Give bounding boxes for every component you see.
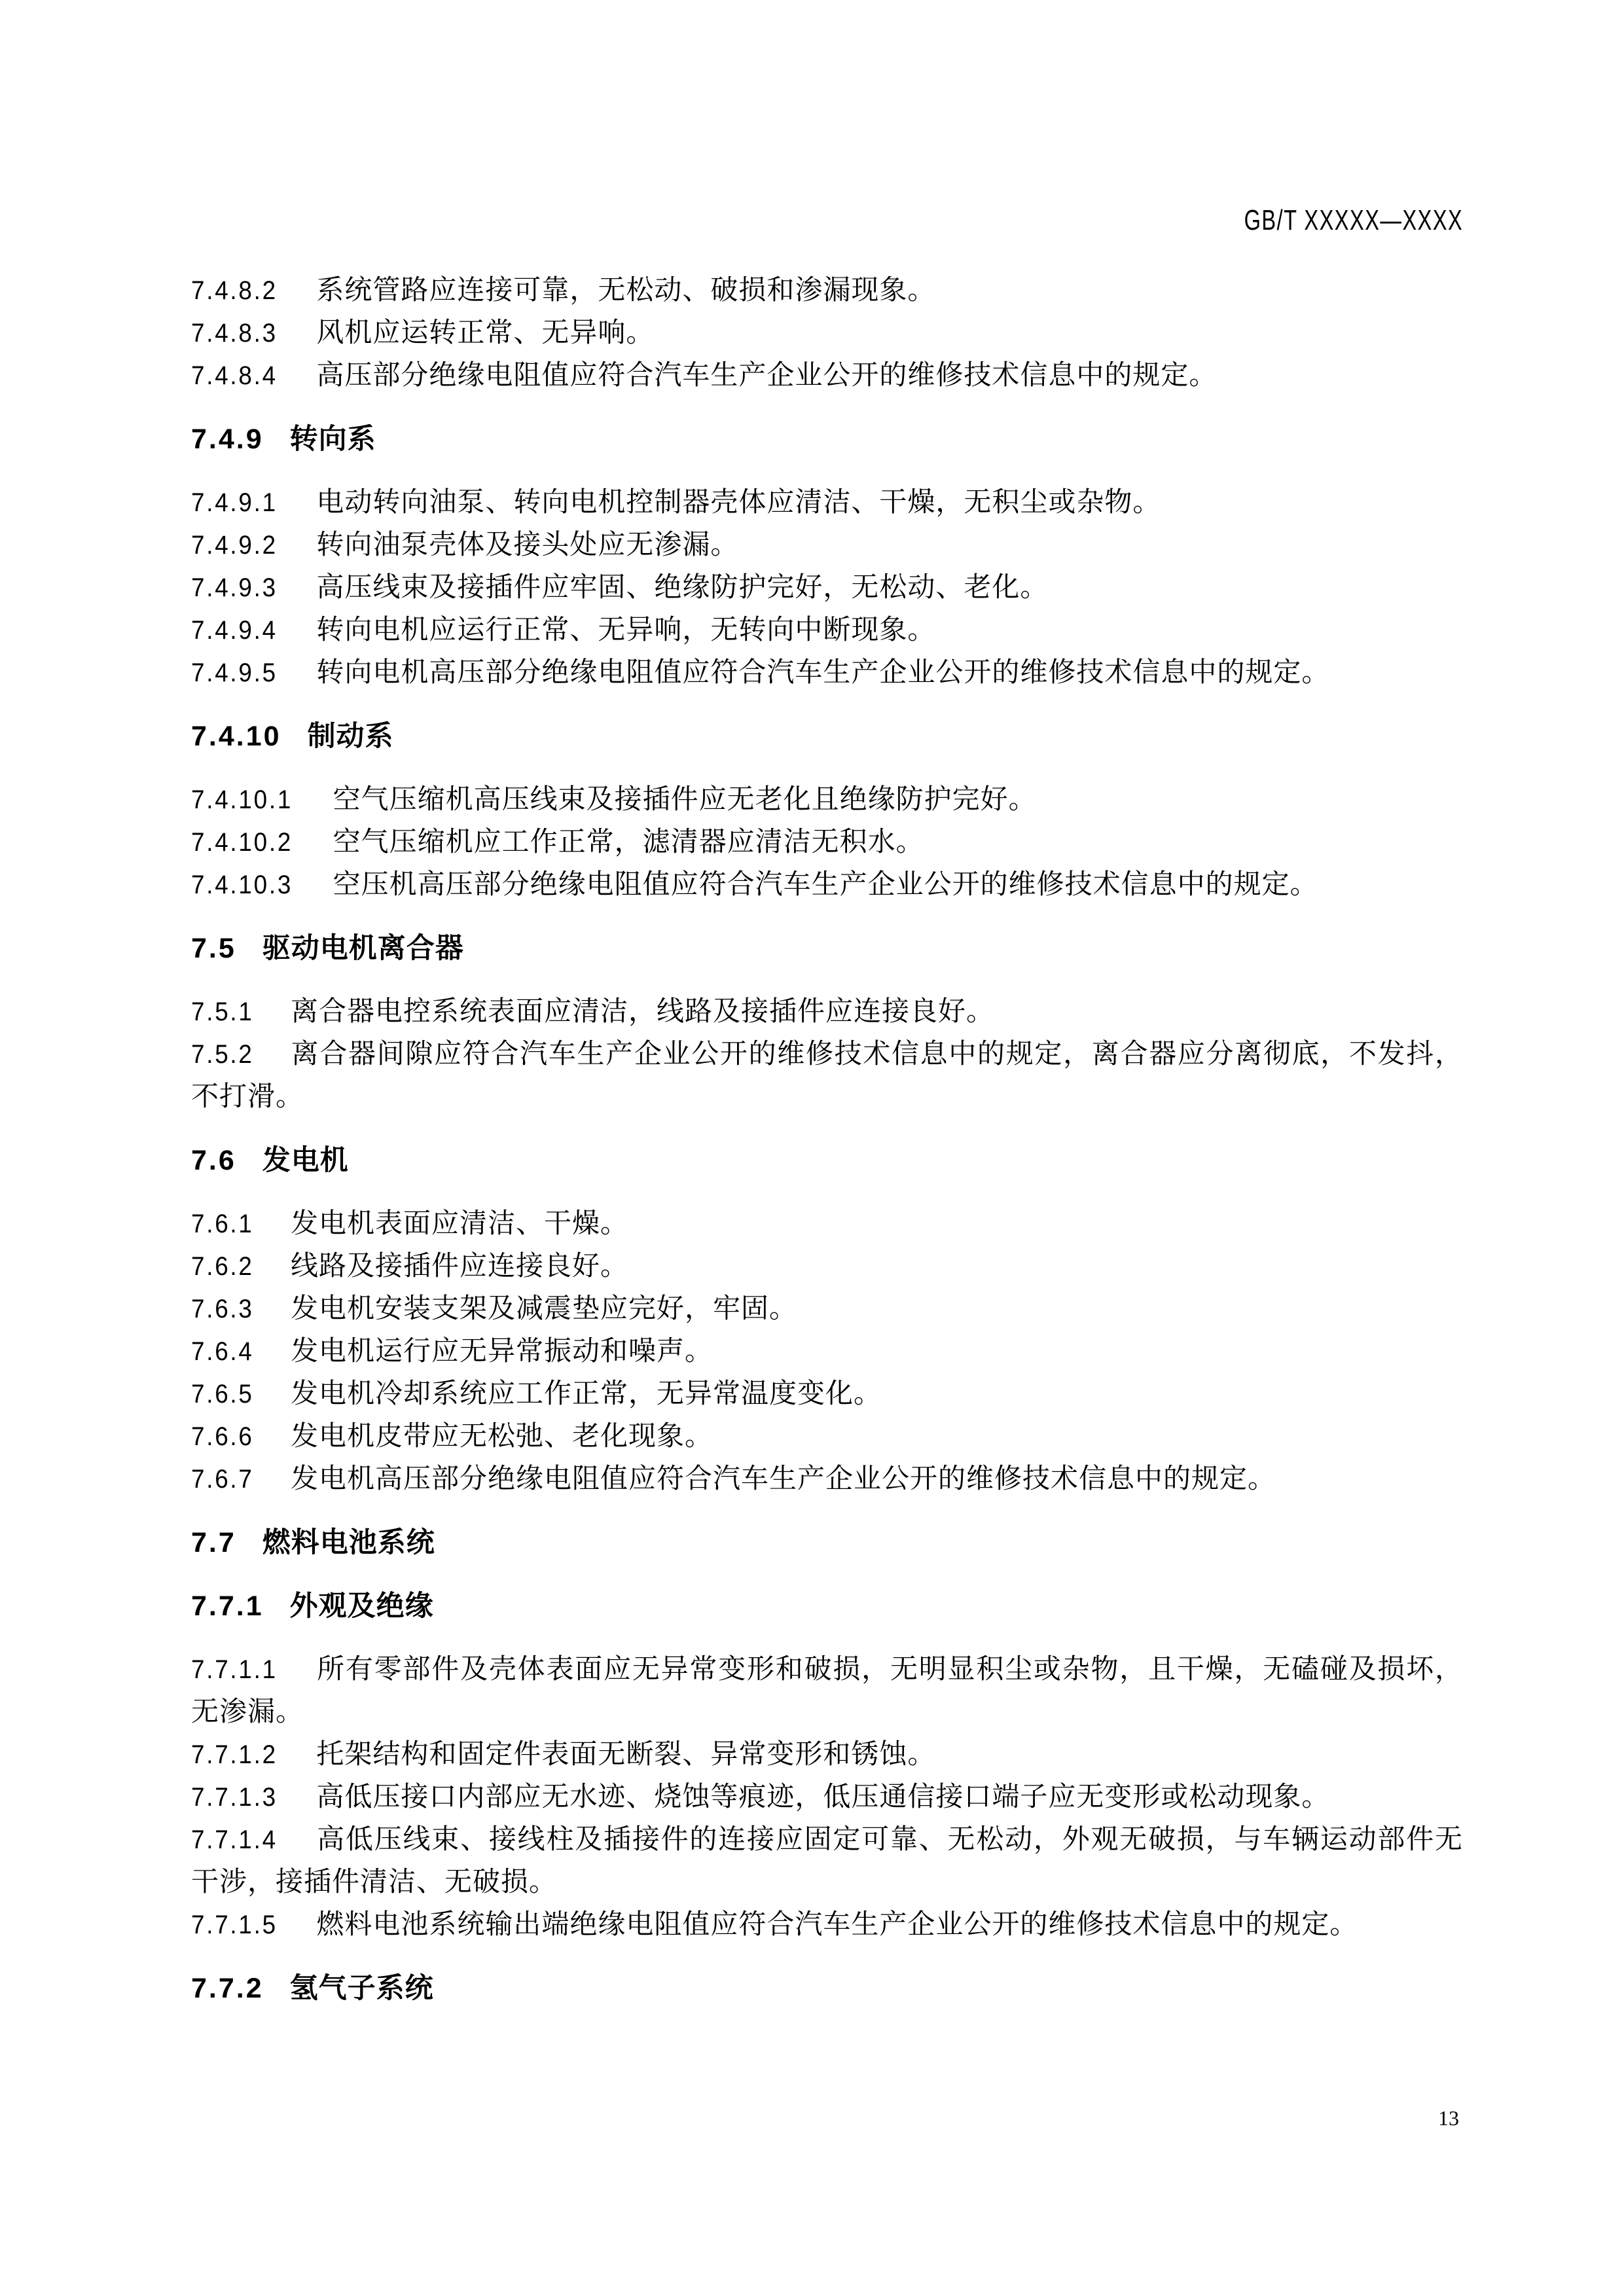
clause-paragraph bbox=[191, 524, 1463, 567]
section-title: 驱动电机离合器 bbox=[262, 933, 464, 964]
section-heading bbox=[191, 1139, 1463, 1182]
clause-number: 7.4.10.3 bbox=[191, 870, 293, 899]
clause-text: 燃料电池系统输出端绝缘电阻值应符合汽车生产企业公开的维修技术信息中的规定。 bbox=[316, 1910, 1358, 1940]
clause-text: 高低压线束、接线柱及插接件的连接应固定可靠、无松动，外观无破损，与车辆运动部件无干涉，接插件清洁、无破损。 bbox=[191, 1825, 1463, 1897]
section-number: 7.6 bbox=[191, 1145, 236, 1176]
clause-text: 离合器电控系统表面应清洁，线路及接插件应连接良好。 bbox=[290, 997, 994, 1027]
clause-paragraph bbox=[191, 1416, 1463, 1458]
clause-paragraph bbox=[191, 779, 1463, 821]
clause-number: 7.7.1.1 bbox=[191, 1655, 278, 1684]
clause-text: 发电机冷却系统应工作正常，无异常温度变化。 bbox=[290, 1379, 882, 1409]
clause-paragraph bbox=[191, 821, 1463, 864]
section-heading bbox=[191, 715, 1463, 758]
clause-paragraph bbox=[191, 482, 1463, 524]
clause-number: 7.5.2 bbox=[191, 1040, 254, 1069]
clause-paragraph bbox=[191, 652, 1463, 694]
clause-paragraph bbox=[191, 1458, 1463, 1501]
section-title: 燃料电池系统 bbox=[262, 1527, 435, 1558]
clause-text: 转向电机高压部分绝缘电阻值应符合汽车生产企业公开的维修技术信息中的规定。 bbox=[316, 658, 1330, 688]
clause-text: 离合器间隙应符合汽车生产企业公开的维修技术信息中的规定，离合器应分离彻底，不发抖，不打滑。 bbox=[191, 1039, 1463, 1112]
clause-paragraph bbox=[191, 609, 1463, 652]
section-heading bbox=[191, 927, 1463, 970]
clause-number: 7.4.10.1 bbox=[191, 785, 293, 814]
clause-text: 高压部分绝缘电阻值应符合汽车生产企业公开的维修技术信息中的规定。 bbox=[316, 361, 1218, 391]
clause-number: 7.7.1.2 bbox=[191, 1740, 278, 1769]
page-footer bbox=[1438, 2106, 1459, 2130]
section-title: 制动系 bbox=[307, 721, 394, 752]
section-title: 外观及绝缘 bbox=[289, 1590, 434, 1622]
clause-text: 电动转向油泵、转向电机控制器壳体应清洁、干燥，无积尘或杂物。 bbox=[316, 488, 1161, 518]
section-title: 氢气子系统 bbox=[289, 1973, 434, 2004]
clause-text: 高压线束及接插件应牢固、绝缘防护完好，无松动、老化。 bbox=[316, 573, 1049, 603]
clause-number: 7.6.4 bbox=[191, 1337, 254, 1366]
clause-paragraph bbox=[191, 270, 1463, 312]
clause-number: 7.6.6 bbox=[191, 1422, 254, 1451]
section-number: 7.7.2 bbox=[191, 1973, 264, 2004]
section-heading bbox=[191, 1585, 1463, 1628]
clause-number: 7.6.3 bbox=[191, 1295, 254, 1323]
clause-paragraph bbox=[191, 991, 1463, 1033]
section-number: 7.7 bbox=[191, 1527, 236, 1558]
clause-number: 7.4.9.2 bbox=[191, 531, 278, 560]
clause-paragraph bbox=[191, 1246, 1463, 1288]
clause-number: 7.4.10.2 bbox=[191, 828, 293, 857]
clause-number: 7.4.9.3 bbox=[191, 573, 278, 602]
section-title: 发电机 bbox=[262, 1145, 349, 1176]
clause-paragraph bbox=[191, 567, 1463, 609]
clause-number: 7.6.5 bbox=[191, 1380, 254, 1408]
clause-text: 所有零部件及壳体表面应无异常变形和破损，无明显积尘或杂物，且干燥，无磕碰及损坏，无渗漏。 bbox=[191, 1655, 1463, 1727]
clause-text: 转向电机应运行正常、无异响，无转向中断现象。 bbox=[316, 615, 936, 645]
clause-number: 7.4.8.4 bbox=[191, 361, 278, 390]
clause-text: 发电机运行应无异常振动和噪声。 bbox=[290, 1336, 713, 1367]
standard-code-header bbox=[1244, 204, 1463, 237]
clause-text: 转向油泵壳体及接头处应无渗漏。 bbox=[316, 530, 739, 560]
clause-text: 发电机安装支架及减震垫应完好，牢固。 bbox=[290, 1294, 797, 1324]
clause-number: 7.6.1 bbox=[191, 1210, 254, 1238]
section-number: 7.7.1 bbox=[191, 1590, 264, 1622]
clause-paragraph bbox=[191, 1373, 1463, 1416]
clause-number: 7.6.2 bbox=[191, 1252, 254, 1281]
clause-paragraph bbox=[191, 864, 1463, 906]
clause-text: 发电机表面应清洁、干燥。 bbox=[290, 1209, 628, 1239]
clause-paragraph bbox=[191, 1649, 1463, 1734]
clause-text: 空气压缩机高压线束及接插件应无老化且绝缘防护完好。 bbox=[333, 785, 1037, 815]
clause-number: 7.6.7 bbox=[191, 1465, 254, 1494]
clause-paragraph bbox=[191, 1288, 1463, 1331]
clause-number: 7.7.1.4 bbox=[191, 1825, 278, 1854]
section-number: 7.4.10 bbox=[191, 721, 281, 752]
clause-number: 7.5.1 bbox=[191, 997, 254, 1026]
clause-paragraph bbox=[191, 312, 1463, 355]
clause-paragraph bbox=[191, 1331, 1463, 1373]
section-heading bbox=[191, 1967, 1463, 2010]
clause-number: 7.4.8.2 bbox=[191, 276, 278, 305]
clause-paragraph bbox=[191, 1033, 1463, 1119]
clause-text: 风机应运转正常、无异响。 bbox=[316, 318, 655, 348]
clause-number: 7.7.1.5 bbox=[191, 1910, 278, 1939]
clause-text: 发电机高压部分绝缘电阻值应符合汽车生产企业公开的维修技术信息中的规定。 bbox=[290, 1464, 1276, 1494]
section-heading bbox=[191, 418, 1463, 461]
clause-text: 系统管路应连接可靠，无松动、破损和渗漏现象。 bbox=[316, 276, 936, 306]
clause-text: 高低压接口内部应无水迹、烧蚀等痕迹，低压通信接口端子应无变形或松动现象。 bbox=[316, 1782, 1330, 1812]
section-heading bbox=[191, 1522, 1463, 1564]
clause-number: 7.4.9.5 bbox=[191, 658, 278, 687]
document-body bbox=[191, 270, 1463, 2031]
clause-text: 发电机皮带应无松弛、老化现象。 bbox=[290, 1422, 713, 1452]
clause-paragraph bbox=[191, 1734, 1463, 1776]
clause-text: 线路及接插件应连接良好。 bbox=[290, 1251, 628, 1282]
clause-paragraph bbox=[191, 1203, 1463, 1246]
clause-number: 7.7.1.3 bbox=[191, 1783, 278, 1812]
clause-paragraph bbox=[191, 1904, 1463, 1946]
clause-number: 7.4.8.3 bbox=[191, 319, 278, 348]
section-number: 7.4.9 bbox=[191, 423, 264, 455]
clause-text: 托架结构和固定件表面无断裂、异常变形和锈蚀。 bbox=[316, 1740, 936, 1770]
section-number: 7.5 bbox=[191, 933, 236, 964]
clause-paragraph bbox=[191, 355, 1463, 397]
clause-paragraph bbox=[191, 1776, 1463, 1819]
clause-number: 7.4.9.1 bbox=[191, 488, 278, 517]
clause-number: 7.4.9.4 bbox=[191, 616, 278, 645]
clause-paragraph bbox=[191, 1819, 1463, 1904]
clause-text: 空气压缩机应工作正常，滤清器应清洁无积水。 bbox=[333, 827, 924, 857]
clause-text: 空压机高压部分绝缘电阻值应符合汽车生产企业公开的维修技术信息中的规定。 bbox=[333, 870, 1318, 900]
section-title: 转向系 bbox=[289, 423, 376, 455]
page-number: 13 bbox=[1438, 2106, 1459, 2130]
standard-code-text: GB/T XXXXX—XXXX bbox=[1244, 204, 1463, 236]
